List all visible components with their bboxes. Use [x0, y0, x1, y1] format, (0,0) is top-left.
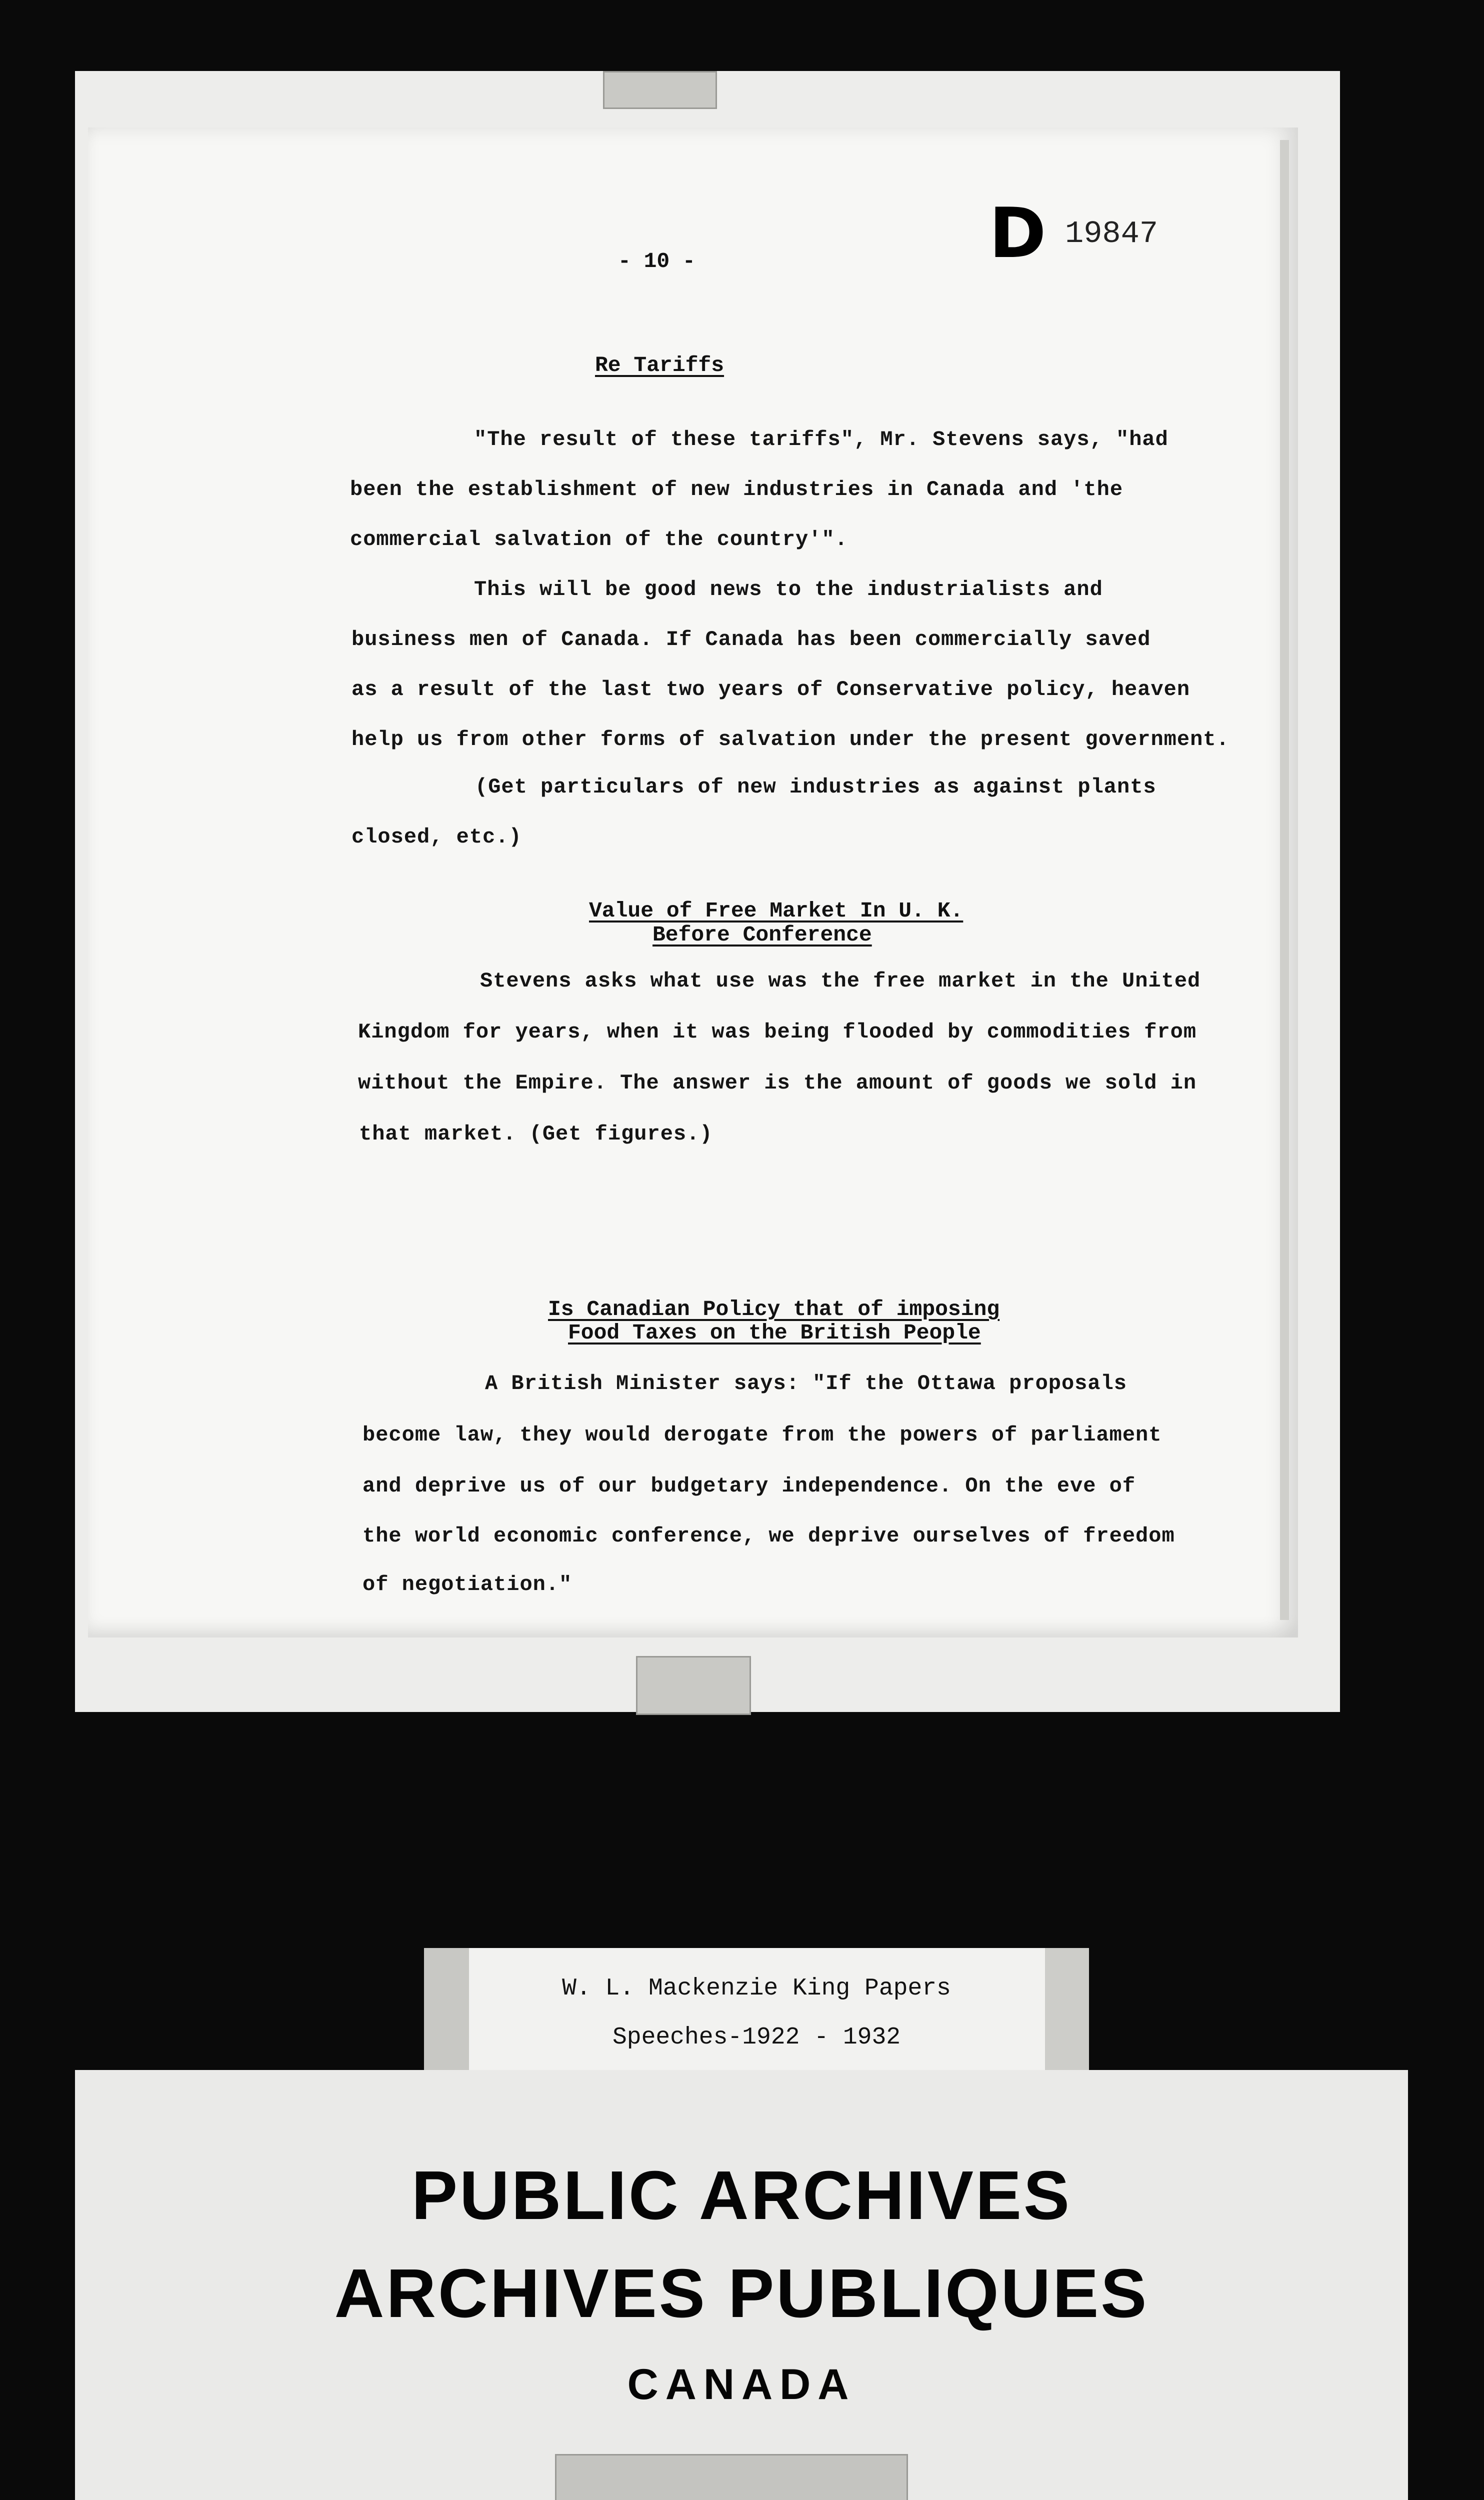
tariffs-line-7: help us from other forms of salvation under the present government.: [352, 728, 1230, 752]
collection-label-line-1: W. L. Mackenzie King Papers: [562, 1975, 951, 2002]
tariffs-line-1: "The result of these tariffs", Mr. Stevens says, "had: [474, 428, 1168, 452]
archives-label-line-2: ARCHIVES PUBLIQUES: [334, 2255, 1149, 2332]
food-line-4: the world economic conference, we deprive ourselves of freedom: [362, 1524, 1175, 1548]
heading-free-market-line-1: Value of Free Market In U. K.: [589, 898, 964, 923]
collection-label-shadow-left: [424, 1948, 469, 2077]
food-line-1: A British Minister says: "If the Ottawa proposals: [485, 1372, 1128, 1396]
archives-label: [75, 2070, 1408, 2500]
sheet-edge-shadow: [1280, 140, 1289, 1620]
page-number: - 10 -: [618, 249, 696, 274]
market-line-3: without the Empire. The answer is the amount of goods we sold in: [358, 1071, 1197, 1095]
tariffs-line-4: This will be good news to the industrialists and: [474, 578, 1103, 602]
tariffs-line-5: business men of Canada. If Canada has been commercially saved: [352, 628, 1151, 652]
document-letter-stamp: D: [989, 193, 1046, 274]
heading-food-taxes-line-1: Is Canadian Policy that of imposing: [548, 1297, 1000, 1322]
tariffs-line-3: commercial salvation of the country'".: [350, 528, 848, 552]
tariffs-line-8: (Get particulars of new industries as against plants: [475, 775, 1156, 799]
food-line-5: of negotiation.": [362, 1572, 572, 1596]
heading-free-market-line-2: Before Conference: [652, 922, 872, 947]
food-line-2: become law, they would derogate from the powers of parliament: [362, 1423, 1162, 1447]
archives-label-clip-tab: [555, 2454, 908, 2500]
collection-label-shadow-right: [1045, 1948, 1089, 2077]
heading-food-taxes-line-2: Food Taxes on the British People: [568, 1320, 981, 1345]
tariffs-line-6: as a result of the last two years of Conservative policy, heaven: [352, 678, 1190, 702]
food-line-3: and deprive us of our budgetary independence. On the eve of: [362, 1474, 1136, 1498]
tariffs-line-9: closed, etc.): [352, 825, 522, 849]
document-number: 19847: [1065, 216, 1158, 252]
bottom-clip-tab: [636, 1656, 751, 1715]
market-line-4: that market. (Get figures.): [359, 1122, 713, 1146]
tariffs-line-2: been the establishment of new industries in Canada and 'the: [350, 478, 1124, 502]
collection-label: [424, 1948, 1089, 2077]
archives-label-line-1: PUBLIC ARCHIVES: [412, 2157, 1072, 2234]
heading-re-tariffs: Re Tariffs: [595, 353, 724, 378]
collection-label-line-2: Speeches-1922 - 1932: [612, 2024, 901, 2051]
market-line-2: Kingdom for years, when it was being flooded by commodities from: [358, 1020, 1197, 1044]
archives-label-line-3: CANADA: [627, 2360, 856, 2408]
market-line-1: Stevens asks what use was the free market in the United: [480, 969, 1201, 993]
top-clip-tab: [603, 71, 717, 109]
